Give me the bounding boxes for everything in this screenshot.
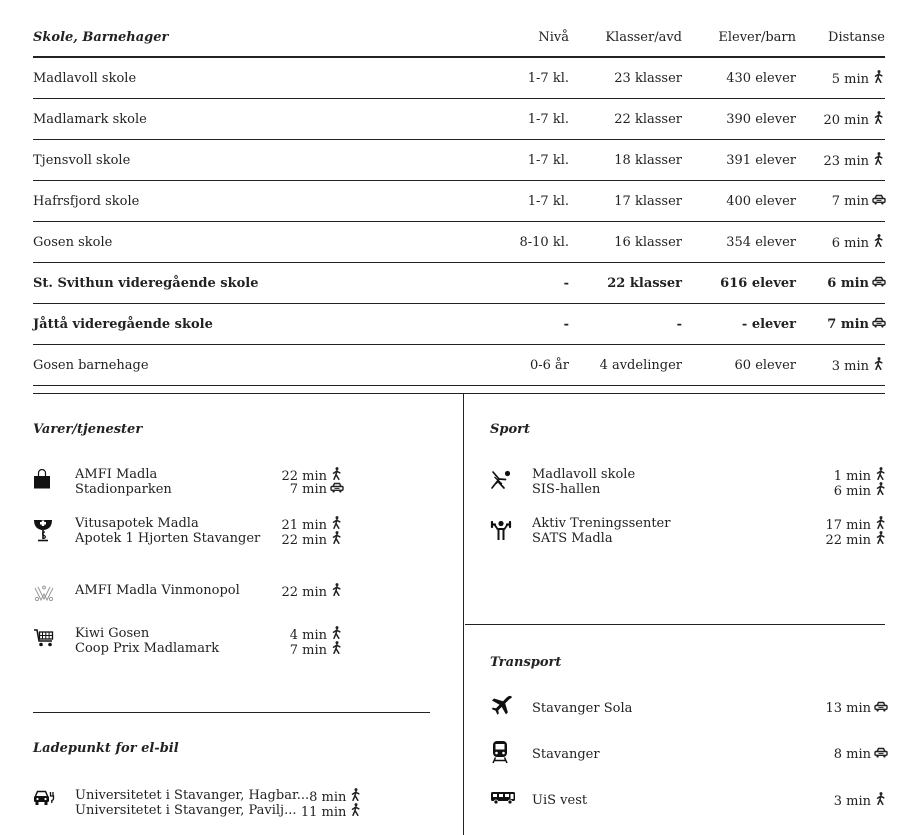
school-name: Jåttå videregående skole	[33, 316, 213, 332]
car-icon	[872, 194, 885, 208]
grocery-cart-icon	[33, 626, 75, 648]
school-name: Hafrsfjord skole	[33, 193, 140, 209]
pharmacy-icon	[33, 516, 75, 542]
school-distance: 23 min	[796, 152, 885, 169]
school-level: 1-7 kl.	[527, 193, 569, 209]
place-distance: 22 min	[825, 531, 887, 546]
school-level: 1-7 kl.	[527, 111, 569, 127]
place-name: AMFI Madla Vinmonopol	[75, 583, 240, 598]
school-name: Madlavoll skole	[33, 70, 137, 86]
school-students: 430 elever	[726, 70, 796, 86]
sport-panel	[490, 393, 885, 624]
school-name: Tjensvoll skole	[33, 152, 131, 168]
col-distanse: Distanse	[828, 29, 885, 45]
school-row	[33, 140, 885, 181]
walking-icon	[872, 357, 885, 373]
airplane-icon	[490, 694, 532, 722]
school-classes: 22 klasser	[614, 111, 682, 127]
schools-header	[33, 18, 885, 58]
place-distance: 22 min	[281, 467, 343, 482]
place-line	[532, 467, 887, 482]
school-students: 616 elever	[720, 275, 796, 291]
place-name: Universitetet i Stavanger, Hagbar...	[75, 788, 310, 803]
sport-title: Sport	[490, 422, 531, 437]
place-distance: 6 min	[834, 482, 887, 497]
place-distance: 8 min	[309, 788, 362, 803]
transport-title: Transport	[490, 655, 562, 670]
school-classes: -	[676, 316, 682, 332]
school-students: 400 elever	[726, 193, 796, 209]
walking-icon	[872, 152, 885, 168]
sports-hall-icon	[490, 467, 532, 491]
schools-title: Skole, Barnehager	[33, 29, 169, 45]
school-level: -	[563, 316, 569, 332]
varer-item	[33, 583, 343, 603]
walking-icon	[330, 641, 343, 658]
facilities-section	[33, 393, 885, 835]
school-distance: 7 min	[796, 194, 885, 209]
car-icon	[872, 276, 885, 290]
school-level: 8-10 kl.	[519, 234, 569, 250]
car-icon	[874, 747, 887, 761]
school-row	[33, 345, 885, 386]
place-line	[75, 641, 343, 656]
school-level: 0-6 år	[529, 357, 569, 373]
place-name: Madlavoll skole	[532, 467, 636, 482]
car-icon	[874, 701, 887, 715]
walking-icon	[874, 792, 887, 808]
school-students: - elever	[741, 316, 796, 332]
place-line	[75, 788, 362, 803]
transport-panel	[490, 625, 885, 835]
school-row	[33, 99, 885, 140]
varer-panel	[33, 393, 430, 711]
place-line	[532, 531, 887, 546]
transport-name: UiS vest	[532, 792, 588, 808]
transport-distance: 3 min	[834, 792, 887, 809]
place-name: Kiwi Gosen	[75, 626, 150, 641]
transport-item	[490, 785, 887, 815]
place-line	[75, 531, 343, 546]
ladepunkt-title: Ladepunkt for el-bil	[33, 741, 179, 756]
place-distance: 4 min	[290, 626, 343, 641]
walking-icon	[872, 234, 885, 250]
school-level: 1-7 kl.	[527, 152, 569, 168]
school-distance: 6 min	[796, 276, 885, 291]
school-name: St. Svithun videregående skole	[33, 275, 259, 291]
place-name: SIS-hallen	[532, 482, 601, 497]
school-distance: 20 min	[796, 111, 885, 128]
place-line	[75, 803, 362, 818]
varer-item	[33, 516, 343, 546]
school-classes: 16 klasser	[614, 234, 682, 250]
walking-icon	[330, 583, 343, 600]
school-row	[33, 263, 885, 304]
school-name: Madlamark skole	[33, 111, 147, 127]
transport-item	[490, 693, 887, 723]
school-classes: 18 klasser	[614, 152, 682, 168]
school-students: 391 elever	[726, 152, 796, 168]
school-level: 1-7 kl.	[527, 70, 569, 86]
place-name: Apotek 1 Hjorten Stavanger	[75, 531, 261, 546]
school-row	[33, 58, 885, 99]
place-distance: 21 min	[281, 516, 343, 531]
bus-icon	[490, 791, 532, 809]
school-students: 354 elever	[726, 234, 796, 250]
school-name: Gosen skole	[33, 234, 113, 250]
school-distance: 7 min	[796, 317, 885, 332]
col-klasser: Klasser/avd	[605, 29, 682, 45]
place-name: Coop Prix Madlamark	[75, 641, 220, 656]
varer-title: Varer/tjenester	[33, 422, 143, 437]
place-name: Vitusapotek Madla	[75, 516, 199, 531]
school-row	[33, 222, 885, 263]
transport-distance: 13 min	[825, 701, 887, 716]
gym-icon	[490, 516, 532, 542]
school-classes: 17 klasser	[614, 193, 682, 209]
school-classes: 22 klasser	[607, 275, 682, 291]
place-line	[532, 516, 887, 531]
col-niva: Nivå	[538, 29, 569, 45]
ev-charging-icon	[33, 788, 75, 806]
col-elever: Elever/barn	[718, 29, 796, 45]
transport-distance: 8 min	[834, 747, 887, 762]
school-students: 390 elever	[726, 111, 796, 127]
school-name: Gosen barnehage	[33, 357, 149, 373]
schools-table	[33, 18, 885, 386]
place-line	[532, 482, 887, 497]
walking-icon	[872, 111, 885, 127]
place-distance: 1 min	[834, 467, 887, 482]
place-name: SATS Madla	[532, 531, 613, 546]
sport-item	[490, 467, 887, 497]
walking-icon	[349, 803, 362, 820]
school-distance: 5 min	[796, 70, 885, 87]
wine-shop-icon	[33, 583, 75, 603]
walking-icon	[874, 482, 887, 499]
place-distance: 7 min	[290, 482, 343, 497]
place-line	[75, 626, 343, 641]
place-line	[75, 467, 343, 482]
sport-item	[490, 516, 887, 546]
place-distance: 11 min	[301, 803, 363, 818]
place-line	[75, 516, 343, 531]
transport-name: Stavanger	[532, 746, 600, 762]
place-distance: 22 min	[281, 583, 343, 598]
place-distance: 22 min	[281, 531, 343, 546]
place-name: Stadionparken	[75, 482, 172, 497]
place-name: Universitetet i Stavanger, Pavilj...	[75, 803, 297, 818]
place-line	[75, 482, 343, 497]
train-icon	[490, 740, 532, 768]
place-name: Aktiv Treningssenter	[532, 516, 671, 531]
walking-icon	[872, 70, 885, 86]
school-distance: 3 min	[796, 357, 885, 374]
transport-item	[490, 739, 887, 769]
school-row	[33, 181, 885, 222]
varer-item	[33, 467, 343, 497]
car-icon	[330, 482, 343, 497]
place-line	[75, 583, 343, 598]
place-distance: 17 min	[825, 516, 887, 531]
school-distance: 6 min	[796, 234, 885, 251]
school-students: 60 elever	[734, 357, 796, 373]
walking-icon	[874, 531, 887, 548]
shopping-bag-icon	[33, 467, 75, 489]
car-icon	[872, 317, 885, 331]
place-name: AMFI Madla	[75, 467, 158, 482]
varer-item	[33, 626, 343, 656]
school-classes: 4 avdelinger	[599, 357, 682, 373]
transport-name: Stavanger Sola	[532, 700, 633, 716]
column-divider	[463, 393, 464, 835]
walking-icon	[330, 531, 343, 548]
ladepunkt-panel	[33, 713, 430, 835]
school-row	[33, 304, 885, 345]
ladepunkt-item	[33, 788, 347, 820]
school-level: -	[563, 275, 569, 291]
school-classes: 23 klasser	[614, 70, 682, 86]
place-distance: 7 min	[290, 641, 343, 656]
